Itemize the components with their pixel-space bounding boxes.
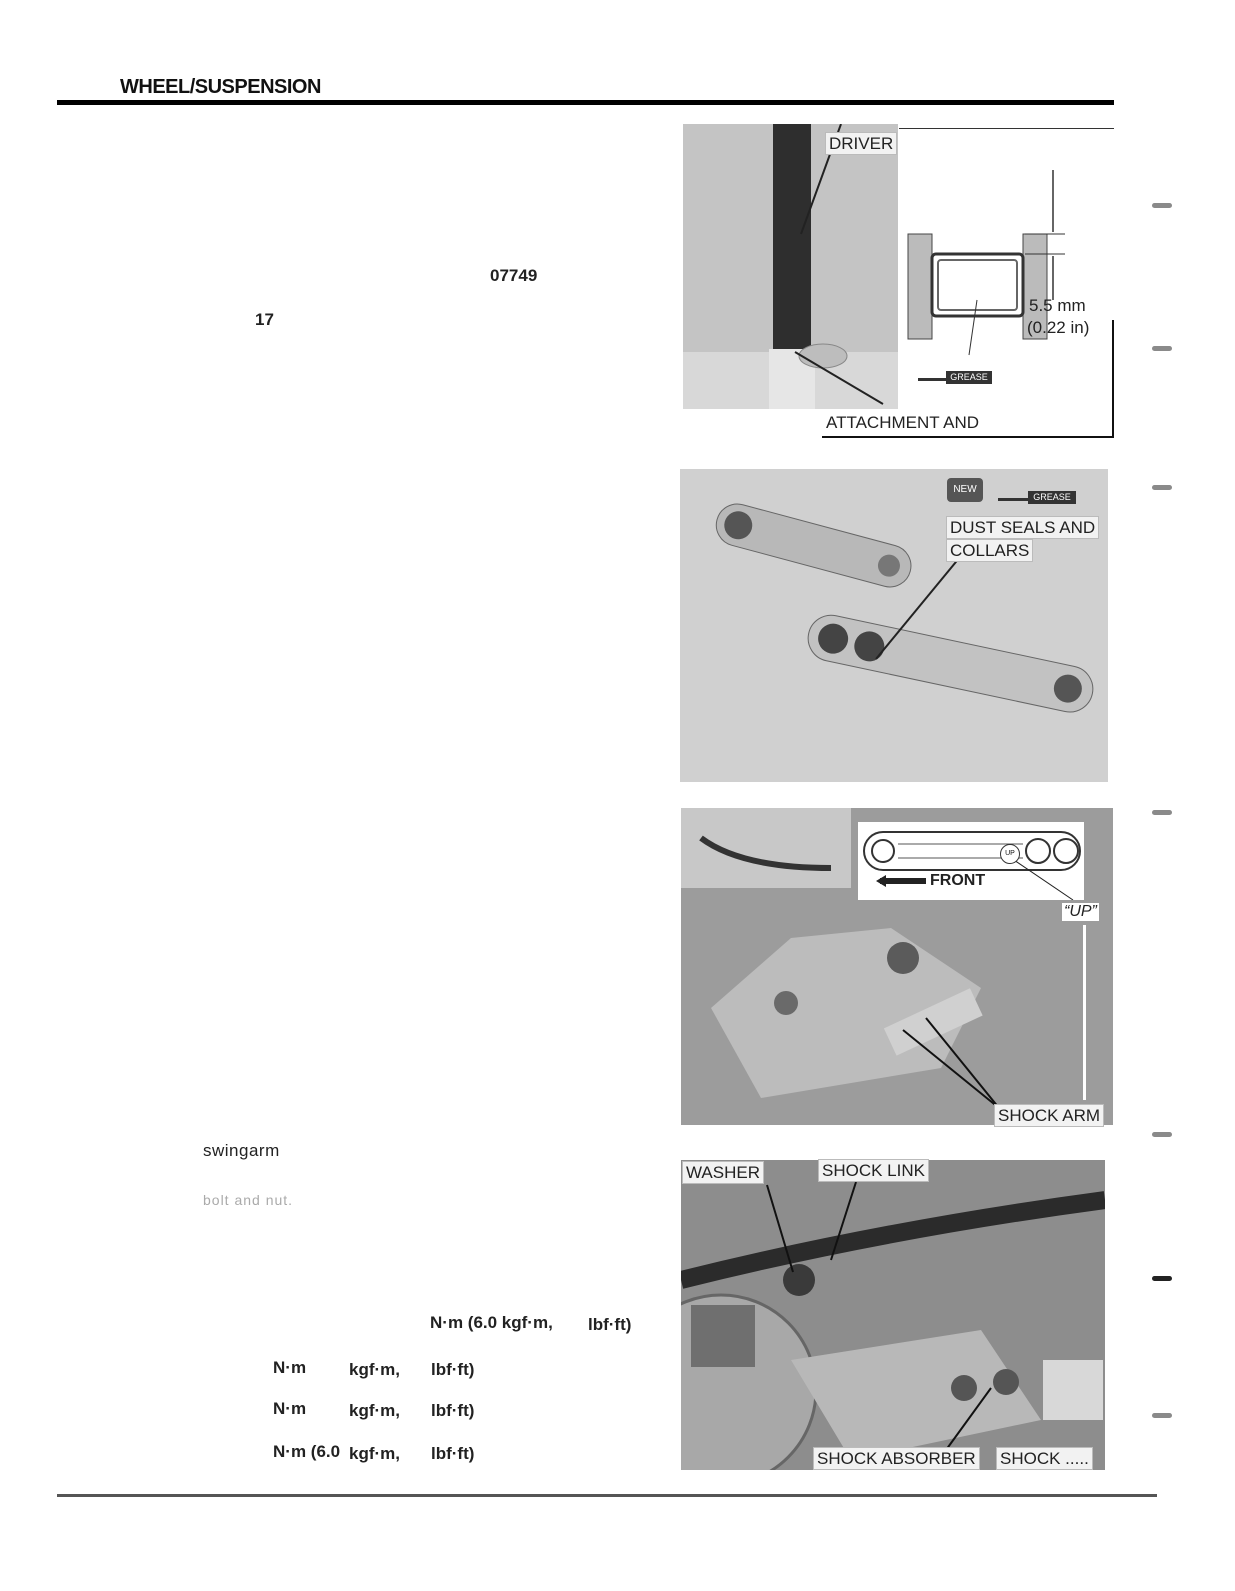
dimension-inches: (0.22 in) [1027,318,1090,337]
grease-symbol: GREASE [1028,491,1076,504]
figure3-leader-line [1083,925,1086,1100]
torque-2-lbf: lbf·ft) [431,1360,475,1379]
front-label: FRONT [930,872,986,889]
shock-link-label: SHOCK LINK [818,1159,929,1182]
faded-text-line: bolt and nut. [203,1192,294,1208]
item-number-17: 17 [255,310,274,329]
washer-label: WASHER [682,1161,764,1184]
edge-tab-mark [1152,1132,1172,1137]
shock-partial-label: SHOCK ..... [996,1447,1093,1470]
torque-3-kgf: kgf·m, [349,1401,400,1420]
figure1-top-rule [899,128,1114,129]
torque-1-lbf: lbf·ft) [588,1315,632,1334]
edge-tab-mark [1152,203,1172,208]
torque-4-nm: N·m (6.0 [273,1442,341,1461]
torque-2-nm: N·m [273,1358,307,1377]
torque-3-lbf: lbf·ft) [431,1401,475,1420]
grease-symbol: GREASE [946,371,992,384]
shock-arm-label: SHOCK ARM [994,1104,1104,1127]
driver-photo-illustration [683,124,898,409]
header-rule [57,100,1114,105]
torque-4-kgf: kgf·m, [349,1444,400,1463]
figure1-right-rule [1112,320,1114,438]
grease-tube-icon [918,378,948,381]
attachment-label: ATTACHMENT AND [826,413,980,432]
driver-label: DRIVER [825,132,897,155]
tool-number: 07749 [490,266,538,285]
dust-seals-label-line1: DUST SEALS AND [946,516,1099,539]
footer-rule [57,1494,1157,1497]
new-part-icon: NEW [947,478,983,502]
shock-absorber-label: SHOCK ABSORBER [813,1447,980,1470]
torque-3-nm: N·m [273,1399,307,1418]
swingarm-text: swingarm [203,1141,280,1160]
edge-tab-mark [1152,810,1172,815]
up-mark-icon: UP [1000,844,1020,864]
figure-shock-link-install-photo [681,1160,1105,1470]
torque-4-lbf: lbf·ft) [431,1444,475,1463]
figure-driver-photo [683,124,898,409]
dust-seals-label-line2: COLLARS [946,539,1033,562]
torque-2-kgf: kgf·m, [349,1360,400,1379]
shock-link-install-illustration [681,1160,1105,1470]
edge-tab-mark [1152,485,1172,490]
up-label: “UP” [1064,903,1097,920]
figure1-bottom-rule [822,436,1114,438]
section-title: WHEEL/SUSPENSION [120,76,321,98]
grease-tube-icon [998,498,1028,501]
edge-tab-mark [1152,1276,1172,1281]
torque-1-nm: N·m (6.0 kgf·m, [430,1313,553,1332]
bearing-cross-section-diagram [905,170,1105,390]
dimension-mm: 5.5 mm [1029,296,1086,315]
edge-tab-mark [1152,346,1172,351]
edge-tab-mark [1152,1413,1172,1418]
